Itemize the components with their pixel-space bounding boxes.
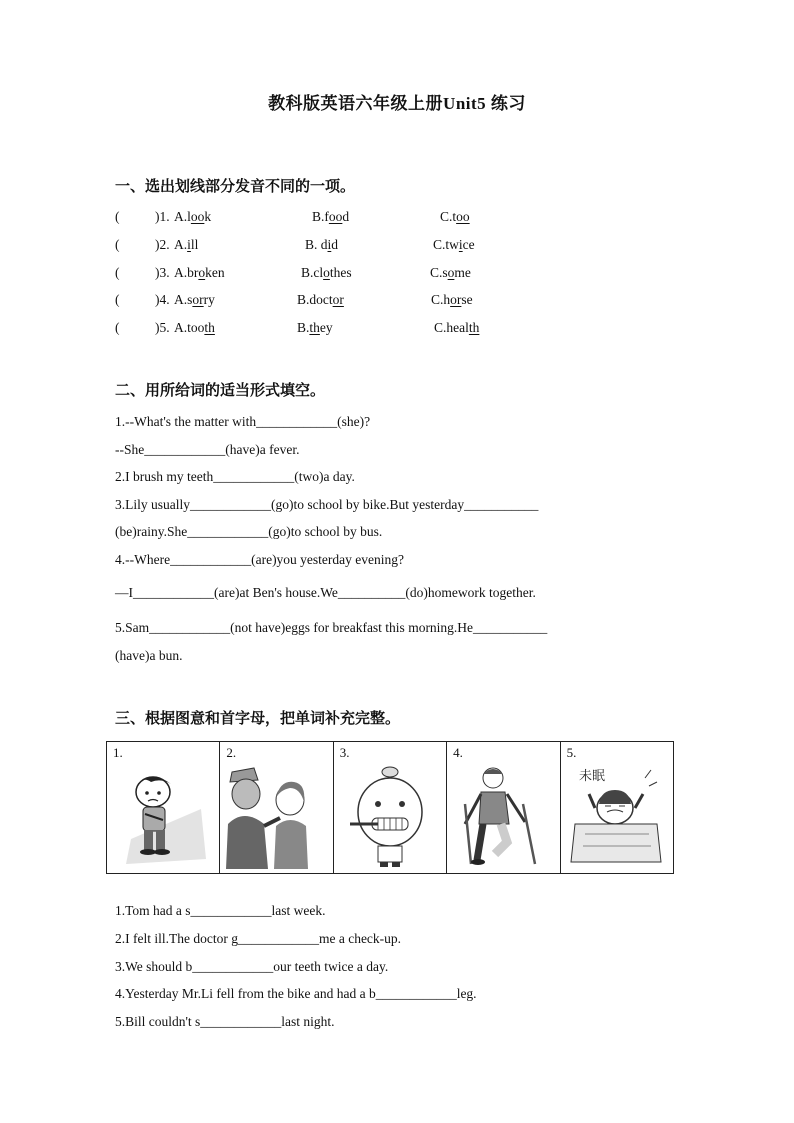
option-b-4 — [297, 292, 344, 308]
option-text: C.t — [440, 209, 457, 224]
underlined-letters: oo — [456, 209, 470, 224]
option-b-3 — [301, 265, 352, 281]
option-b-5 — [297, 320, 333, 336]
fill-line-8: 5.Sam____________(not have)eggs for breakfast this morning.He___________ — [115, 620, 548, 635]
underlined-letters: o — [447, 265, 455, 280]
word-line-2: 2.I felt ill.The doctor g____________me a check-up. — [115, 931, 402, 946]
picture-cell-1 — [107, 742, 220, 874]
option-text: C.s — [430, 265, 448, 280]
option-text: A.too — [174, 320, 205, 335]
picture-number-1: 1. — [113, 745, 123, 760]
fill-line-4: 3.Lily usually____________(go)to school by bike.But yesterday___________ — [115, 497, 539, 512]
section1-heading: 一、选出划线部分发音不同的一项。 — [115, 179, 356, 195]
word-line-5: 5.Bill couldn't s____________last night. — [115, 1014, 335, 1029]
option-a-4 — [174, 292, 215, 308]
question-number-5: )5. — [155, 320, 170, 335]
option-text: B.f — [312, 209, 329, 224]
picture-number-4: 4. — [453, 745, 463, 760]
fill-line-5: (be)rainy.She____________(go)to school by bus. — [115, 524, 383, 539]
option-text: ey — [319, 320, 333, 335]
option-text: A.br — [174, 265, 199, 280]
page-title: 教科版英语六年级上册Unit5 练习 — [268, 94, 526, 113]
underlined-letters: or — [450, 292, 462, 307]
picture-number-5: 5. — [566, 745, 577, 760]
option-a-1 — [174, 209, 211, 225]
picture-number-2: 2. — [226, 745, 237, 760]
doctor-checkup-picture — [224, 764, 328, 869]
section3-heading: 三、根据图意和首字母，把单词补充完整。 — [115, 711, 401, 727]
option-text: ll — [190, 237, 199, 252]
answer-paren-1: ( — [115, 209, 120, 224]
option-c-4 — [431, 292, 473, 308]
underlined-letters: th — [309, 320, 320, 335]
option-text: thes — [329, 265, 352, 280]
answer-paren-3: ( — [115, 265, 120, 280]
option-c-5 — [434, 320, 479, 336]
answer-paren-5: ( — [115, 320, 120, 335]
option-b-2 — [305, 237, 338, 253]
option-text: A.l — [174, 209, 191, 224]
underlined-letters: or — [332, 292, 344, 307]
question-number-4: )4. — [155, 292, 170, 307]
picture-cell-3 — [333, 742, 446, 874]
option-c-2 — [433, 237, 475, 253]
question-number-2: )2. — [155, 237, 170, 252]
underlined-letters: oo — [328, 209, 343, 224]
brushing-teeth-picture — [338, 764, 442, 869]
option-text: B. d — [305, 237, 328, 252]
option-text: C.heal — [434, 320, 469, 335]
option-text: C.tw — [433, 237, 459, 252]
sleepless-caption: 未眠 — [578, 769, 605, 784]
fill-line-9: (have)a bun. — [115, 648, 183, 663]
option-c-3 — [430, 265, 471, 281]
option-text: me — [454, 265, 471, 280]
underlined-letters: oo — [190, 209, 205, 224]
fill-line-2: --She____________(have)a fever. — [115, 442, 300, 457]
sleepless-picture — [565, 764, 669, 869]
fill-line-3: 2.I brush my teeth____________(two)a day. — [115, 469, 355, 484]
section2-heading: 二、用所给词的适当形式填空。 — [115, 383, 326, 399]
option-text: k — [204, 209, 212, 224]
word-line-3: 3.We should b____________our teeth twice a day. — [115, 959, 389, 974]
option-b-1 — [312, 209, 349, 225]
option-text: ry — [203, 292, 215, 307]
option-text: B.doct — [297, 292, 333, 307]
option-text: d — [342, 209, 350, 224]
underlined-letters: th — [204, 320, 215, 335]
option-text: B.cl — [301, 265, 324, 280]
picture-cell-5 — [560, 742, 673, 874]
option-text: A.s — [174, 292, 193, 307]
option-text: d — [331, 237, 339, 252]
word-line-4: 4.Yesterday Mr.Li fell from the bike and had a b____________leg. — [115, 986, 477, 1001]
fill-line-6: 4.--Where____________(are)you yesterday evening? — [115, 552, 405, 567]
option-text: C.h — [431, 292, 451, 307]
underlined-letters: i — [458, 237, 463, 252]
word-line-1: 1.Tom had a s____________last week. — [115, 903, 326, 918]
question-number-1: )1. — [155, 209, 170, 224]
answer-paren-2: ( — [115, 237, 120, 252]
underlined-letters: i — [187, 237, 191, 252]
picture-cell-4 — [447, 742, 560, 874]
option-text: se — [461, 292, 473, 307]
option-text: A. — [174, 237, 188, 252]
picture-cell-2 — [220, 742, 333, 874]
picture-number-3: 3. — [339, 745, 350, 760]
option-a-3 — [174, 265, 225, 281]
option-c-1 — [440, 209, 470, 225]
underlined-letters: i — [327, 237, 332, 252]
option-text: ken — [205, 265, 225, 280]
stomachache-boy-picture — [111, 764, 215, 869]
option-text: B. — [297, 320, 310, 335]
underlined-letters: or — [192, 292, 204, 307]
option-a-5 — [174, 320, 215, 336]
question-number-3: )3. — [155, 265, 170, 280]
underlined-letters: o — [323, 265, 330, 280]
broken-leg-picture — [451, 764, 555, 869]
underlined-letters: o — [198, 265, 206, 280]
underlined-letters: th — [468, 320, 480, 335]
answer-paren-4: ( — [115, 292, 120, 307]
fill-line-7: —I____________(are)at Ben's house.We__________(do)homework together. — [115, 585, 536, 600]
option-text: ce — [462, 237, 475, 252]
option-a-2 — [174, 237, 198, 253]
fill-line-1: 1.--What's the matter with____________(she)? — [115, 414, 371, 429]
picture-table — [106, 741, 674, 874]
